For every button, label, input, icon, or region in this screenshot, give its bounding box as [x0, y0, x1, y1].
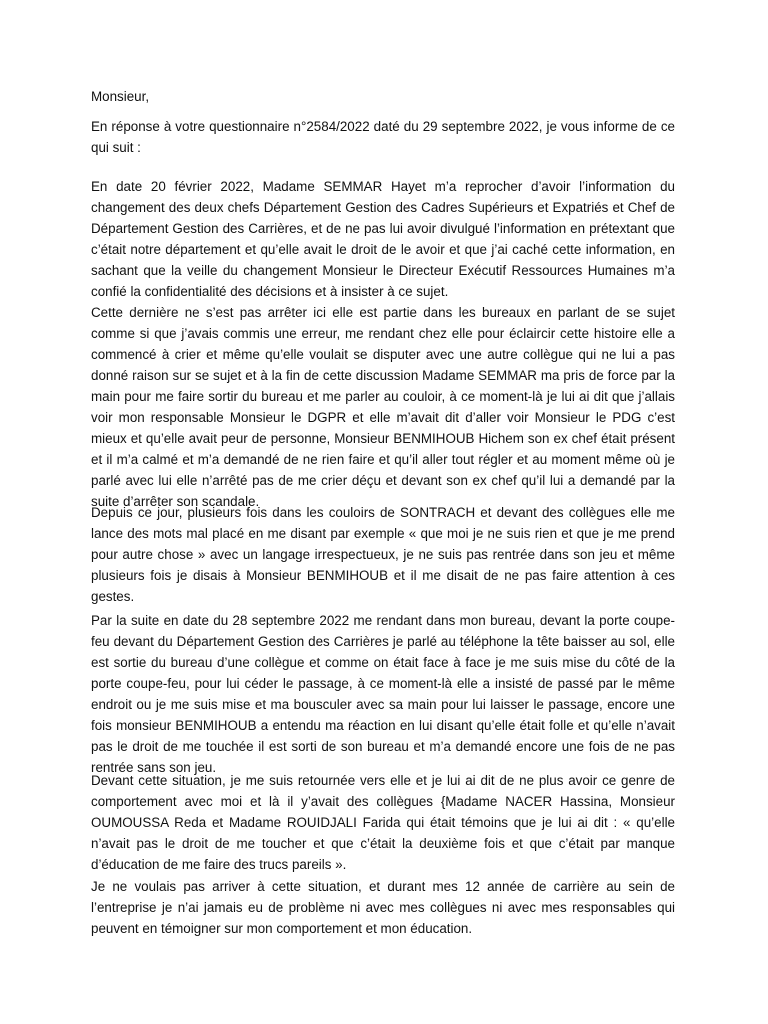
paragraph-september-incident: Par la suite en date du 28 septembre 2022 me rendant dans mon bureau, devant la porte coupe-feu devant du Département Gestion des Carrières je parlé au téléphone la tête baisser au sol, elle est sortie du bureau d’une collègue et comme on était face à face je me suis mise du côté de la porte coupe-feu, pour lui céder le passage, à ce moment-là elle a insisté de passé par le même endroit ou je me suis mise et ma bousculer avec sa main pour lui laisser le passage, encore une fois monsieur BENMIHOUB a entendu ma réaction en lui disant qu’elle était folle et qu’elle n’avait pas le droit de me touchée il est sorti de son bureau et m’a demandé encore une fois de ne pas rentrée sans son jeu. — [91, 613, 675, 775]
paragraph-since-then: Depuis ce jour, plusieurs fois dans les couloirs de SONTRACH et devant des collègues elle me lance des mots mal placé en me disant par exemple « que moi je ne suis rien et que je me prend pour autre chose » avec un langage irrespectueux, je ne suis pas rentrée dans son jeu et même plusieurs fois je disais à Monsieur BENMIHOUB et il me disait de ne pas faire attention à ces gestes. — [91, 505, 675, 604]
paragraph-february-incident: En date 20 février 2022, Madame SEMMAR Hayet m’a reprocher d’avoir l’information du changement des deux chefs Département Gestion des Cadres Supérieurs et Expatriés et Chef de Département Gestion des Carrières, et de ne pas lui avoir divulgué l’information en prétextant que c’était notre département et qu’elle avait le droit de le avoir et que j’ai caché cette information, en sachant que la veille du changement Monsieur le Directeur Exécutif Ressources Humaines m’a confié la confidentialité des décisions et à insister à ce sujet. — [91, 179, 675, 299]
paragraph-corridor-dispute: Cette dernière ne s’est pas arrêter ici elle est partie dans les bureaux en parlant de se sujet comme si que j’avais commis une erreur, me rendant chez elle pour éclaircir cette histoire elle a commencé à crier et même qu’elle voulait se disputer avec une autre collègue qui ne lui a pas donné raison sur se sujet et à la fin de cette discussion Madame SEMMAR ma pris de force par la main pour me faire sortir du bureau et me parler au couloir, à ce moment-là je lui ai dit que j’allais voir mon responsable Monsieur le DGPR et elle m’avait dit d’aller voir Monsieur le PDG c’est mieux et qu’elle avait peur de personne, Monsieur BENMIHOUB Hichem son ex chef était présent et il m’a calmé et m’a demandé de ne rien faire et qu’il aller tout régler et au moment même où je parlé avec lui elle n’arrêté pas de me crier déçu et devant son ex chef qu’il lui a demandé par la suite d’arrêter son scandale. — [91, 305, 675, 509]
salutation: Monsieur, — [91, 89, 150, 104]
paragraph-witnesses: Devant cette situation, je me suis retournée vers elle et je lui ai dit de ne plus avoir ce genre de comportement avec moi et là il y’avait des collègues {Madame NACER Hassina, Monsieur OUMOUSSA Reda et Madame ROUIDJALI Farida qui était témoins que je lui ai dit : « qu’elle n’avait pas le droit de me toucher et que c’était la deuxième fois et que c’était par manque d’éducation de me faire des trucs pareils ». — [91, 773, 675, 872]
paragraph-reference: En réponse à votre questionnaire n°2584/2022 daté du 29 septembre 2022, je vous informe de ce qui suit : — [91, 119, 675, 155]
paragraph-conclusion: Je ne voulais pas arriver à cette situation, et durant mes 12 année de carrière au sein de l’entreprise je n’ai jamais eu de problème ni avec mes collègues ni avec mes responsables qui peuvent en témoigner sur mon comportement et mon éducation. — [91, 879, 675, 936]
